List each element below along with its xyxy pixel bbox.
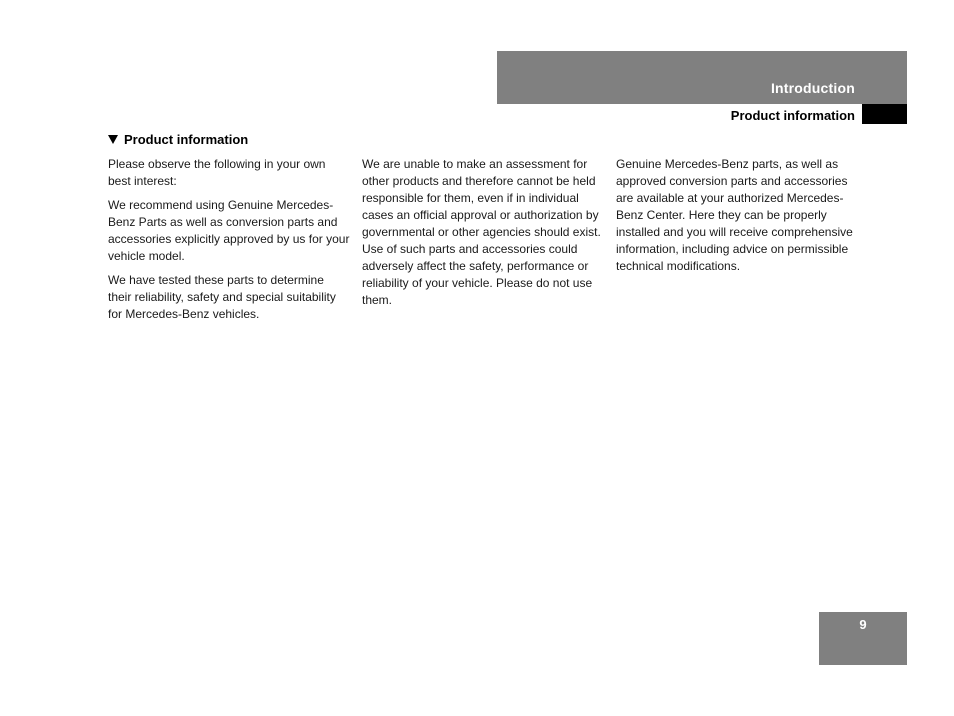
section-tab-marker xyxy=(862,104,907,124)
page-number: 9 xyxy=(859,617,867,632)
section-header xyxy=(600,104,907,124)
content-heading-text: Product information xyxy=(124,132,249,147)
paragraph: Genuine Mercedes-Benz parts, as well as approved conversion parts and accessories are available at your authorized Mercedes-Benz Center. Here they can be properly installed and you will receive comprehensive information, including advice on permissible technical modifications. xyxy=(616,157,853,273)
content-heading xyxy=(108,132,248,147)
chapter-band xyxy=(497,51,907,104)
text-column-1 xyxy=(108,156,350,330)
chapter-title: Introduction xyxy=(770,80,855,96)
section-title: Product information xyxy=(730,108,855,123)
triangle-down-icon xyxy=(108,135,118,144)
paragraph: We have tested these parts to determine their reliability, safety and special suitability for Mercedes-Benz vehicles. xyxy=(108,273,336,321)
paragraph: We recommend using Genuine Mercedes-Benz Parts as well as conversion parts and accessories explicitly approved by us for your vehicle model. xyxy=(108,198,350,263)
paragraph: We are unable to make an assessment for other products and therefore cannot be held responsible for them, even if in individual cases an official approval or authorization by governmental or other agencies should exist. Use of such parts and accessories could adversely affect the safety, performance or reliability of your vehicle. Please do not use them. xyxy=(362,157,601,307)
paragraph: Please observe the following in your own best interest: xyxy=(108,157,326,188)
text-column-2 xyxy=(362,156,604,316)
text-column-3 xyxy=(616,156,858,282)
page-number-box xyxy=(819,612,907,665)
